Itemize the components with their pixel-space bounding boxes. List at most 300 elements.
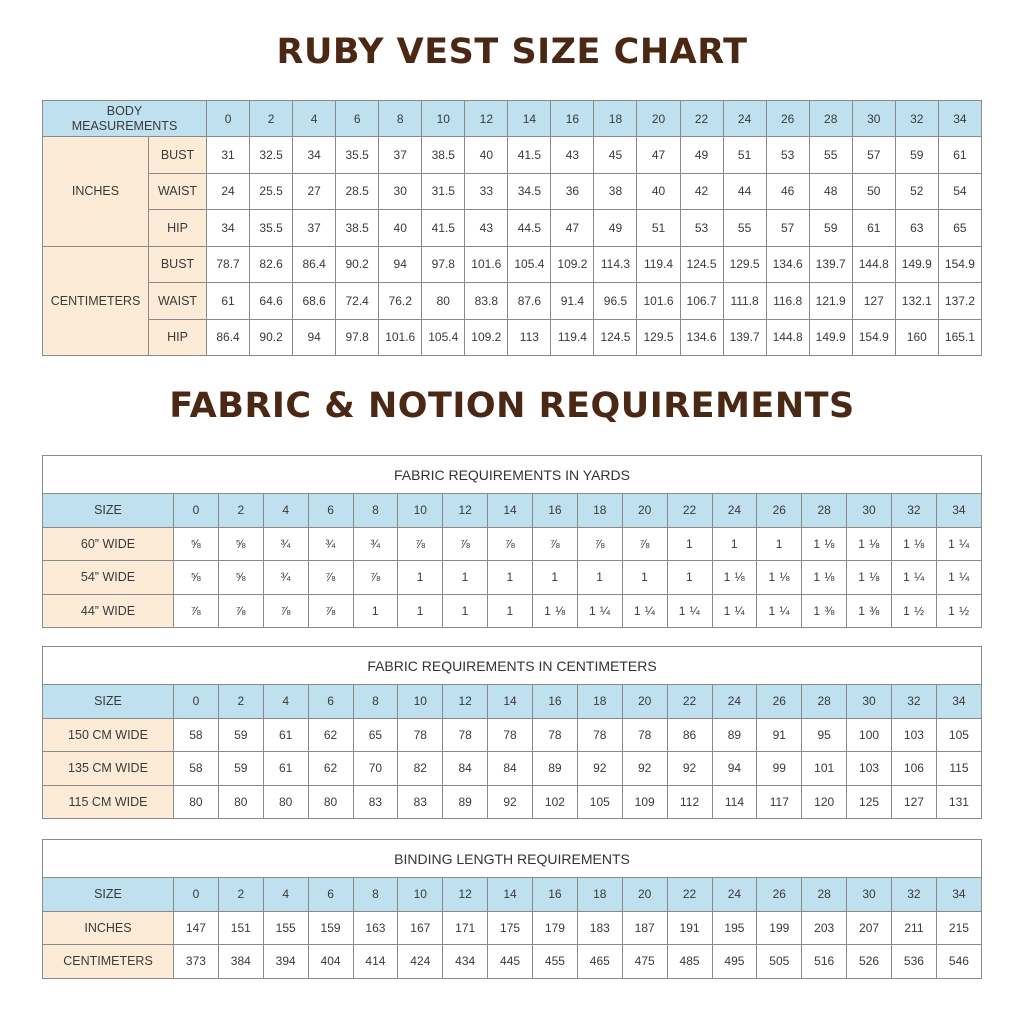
requirement-value: 112 bbox=[667, 785, 712, 819]
size-header-cell: 34 bbox=[936, 685, 981, 719]
size-header-cell: 8 bbox=[353, 685, 398, 719]
size-header-cell: 10 bbox=[398, 494, 443, 528]
size-header-cell: 0 bbox=[174, 494, 219, 528]
size-header-cell: 22 bbox=[667, 494, 712, 528]
requirement-value: 1 ⅛ bbox=[892, 527, 937, 561]
requirement-value: 475 bbox=[622, 945, 667, 979]
measurement-value: 44 bbox=[723, 173, 766, 210]
requirement-value: 94 bbox=[712, 752, 757, 786]
measurement-value: 134.6 bbox=[680, 319, 723, 356]
size-header-cell: 30 bbox=[847, 494, 892, 528]
measurement-value: 160 bbox=[895, 319, 938, 356]
requirement-value: 62 bbox=[308, 752, 353, 786]
requirement-value: 89 bbox=[533, 752, 578, 786]
size-header-cell: 14 bbox=[508, 101, 551, 137]
size-header-row bbox=[43, 101, 982, 137]
requirement-value: 91 bbox=[757, 718, 802, 752]
measurement-value: 106.7 bbox=[680, 283, 723, 320]
requirement-value: 215 bbox=[936, 911, 981, 945]
measurement-value: 37 bbox=[293, 210, 336, 247]
measurement-value: 51 bbox=[723, 137, 766, 174]
requirement-value: 183 bbox=[577, 911, 622, 945]
measurement-value: 59 bbox=[895, 137, 938, 174]
measurement-value: 101.6 bbox=[637, 283, 680, 320]
measurement-value: 38 bbox=[594, 173, 637, 210]
size-header-cell: 34 bbox=[936, 878, 981, 912]
size-header-cell: 26 bbox=[766, 101, 809, 137]
requirement-value: 526 bbox=[847, 945, 892, 979]
size-header-cell: 12 bbox=[465, 101, 508, 137]
requirement-value: 445 bbox=[488, 945, 533, 979]
size-header-cell: 26 bbox=[757, 494, 802, 528]
requirement-label: 54” WIDE bbox=[43, 561, 174, 595]
requirement-value: 59 bbox=[218, 752, 263, 786]
measurement-value: 137.2 bbox=[938, 283, 981, 320]
measurement-row bbox=[43, 210, 982, 247]
requirement-value: 84 bbox=[488, 752, 533, 786]
measurement-value: 72.4 bbox=[336, 283, 379, 320]
requirement-value: 80 bbox=[174, 785, 219, 819]
requirement-value: 179 bbox=[533, 911, 578, 945]
measurement-value: 43 bbox=[465, 210, 508, 247]
requirement-label: 135 CM WIDE bbox=[43, 752, 174, 786]
measurement-value: 45 bbox=[594, 137, 637, 174]
measurement-value: 101.6 bbox=[379, 319, 422, 356]
requirement-value: ¾ bbox=[263, 561, 308, 595]
size-header-cell: 22 bbox=[667, 685, 712, 719]
requirement-value: 434 bbox=[443, 945, 488, 979]
requirement-value: 99 bbox=[757, 752, 802, 786]
unit-group-label: INCHES bbox=[43, 137, 149, 247]
measurement-value: 105.4 bbox=[508, 246, 551, 283]
measurement-value: 41.5 bbox=[422, 210, 465, 247]
measurement-value: 134.6 bbox=[766, 246, 809, 283]
size-header-cell: 16 bbox=[533, 878, 578, 912]
table-caption: BINDING LENGTH REQUIREMENTS bbox=[43, 840, 982, 878]
size-header-cell: 20 bbox=[622, 494, 667, 528]
requirement-value: 131 bbox=[936, 785, 981, 819]
requirement-value: 485 bbox=[667, 945, 712, 979]
requirement-value: 1 bbox=[488, 594, 533, 628]
requirement-value: 1 bbox=[488, 561, 533, 595]
measurement-value: 35.5 bbox=[250, 210, 293, 247]
measurement-value: 34 bbox=[293, 137, 336, 174]
caption-row bbox=[43, 840, 982, 878]
requirement-value: 1 ½ bbox=[892, 594, 937, 628]
measurement-value: 34 bbox=[207, 210, 250, 247]
requirement-value: 1 bbox=[577, 561, 622, 595]
requirement-value: 175 bbox=[488, 911, 533, 945]
requirement-label: 150 CM WIDE bbox=[43, 718, 174, 752]
binding-length-table bbox=[42, 839, 982, 979]
measurement-value: 76.2 bbox=[379, 283, 422, 320]
requirement-value: ⅝ bbox=[218, 561, 263, 595]
requirement-value: 61 bbox=[263, 718, 308, 752]
size-header-cell: 2 bbox=[218, 685, 263, 719]
measurement-value: 47 bbox=[551, 210, 594, 247]
measurement-row bbox=[43, 173, 982, 210]
body-measurements-line1: BODY bbox=[106, 103, 143, 118]
measurement-label: HIP bbox=[149, 210, 207, 247]
requirement-value: 92 bbox=[488, 785, 533, 819]
size-header-cell: 10 bbox=[422, 101, 465, 137]
size-header-cell: 6 bbox=[308, 878, 353, 912]
size-header-cell: 18 bbox=[577, 494, 622, 528]
measurement-value: 124.5 bbox=[680, 246, 723, 283]
requirement-value: 80 bbox=[308, 785, 353, 819]
requirement-value: ⅞ bbox=[308, 594, 353, 628]
measurement-value: 31.5 bbox=[422, 173, 465, 210]
size-header-cell: 30 bbox=[847, 685, 892, 719]
size-header-cell: 16 bbox=[533, 685, 578, 719]
measurement-value: 109.2 bbox=[465, 319, 508, 356]
measurement-value: 97.8 bbox=[422, 246, 465, 283]
size-header-cell: 26 bbox=[757, 685, 802, 719]
requirement-value: 384 bbox=[218, 945, 263, 979]
measurement-value: 139.7 bbox=[723, 319, 766, 356]
caption-row bbox=[43, 647, 982, 685]
measurement-value: 48 bbox=[809, 173, 852, 210]
requirement-value: ⅝ bbox=[174, 527, 219, 561]
measurement-value: 49 bbox=[680, 137, 723, 174]
measurement-value: 54 bbox=[938, 173, 981, 210]
requirement-value: 546 bbox=[936, 945, 981, 979]
measurement-label: BUST bbox=[149, 137, 207, 174]
size-header-cell: 8 bbox=[353, 494, 398, 528]
requirement-value: 1 ⅛ bbox=[533, 594, 578, 628]
requirement-label: INCHES bbox=[43, 911, 174, 945]
size-header-cell: 18 bbox=[577, 878, 622, 912]
measurement-value: 33 bbox=[465, 173, 508, 210]
requirement-value: 155 bbox=[263, 911, 308, 945]
size-header-cell: 4 bbox=[263, 878, 308, 912]
measurement-value: 91.4 bbox=[551, 283, 594, 320]
measurement-value: 53 bbox=[766, 137, 809, 174]
requirement-value: 89 bbox=[712, 718, 757, 752]
requirement-value: 59 bbox=[218, 718, 263, 752]
size-label: SIZE bbox=[43, 878, 174, 912]
size-header-cell: 32 bbox=[895, 101, 938, 137]
requirement-value: 92 bbox=[622, 752, 667, 786]
measurement-value: 96.5 bbox=[594, 283, 637, 320]
requirement-value: 92 bbox=[667, 752, 712, 786]
measurement-value: 53 bbox=[680, 210, 723, 247]
requirement-value: ⅞ bbox=[622, 527, 667, 561]
requirement-value: 1 ⅛ bbox=[847, 561, 892, 595]
requirement-value: 78 bbox=[443, 718, 488, 752]
measurement-label: HIP bbox=[149, 319, 207, 356]
requirement-value: ⅞ bbox=[398, 527, 443, 561]
requirement-value: 187 bbox=[622, 911, 667, 945]
measurement-value: 154.9 bbox=[938, 246, 981, 283]
size-header-cell: 32 bbox=[892, 878, 937, 912]
size-header-cell: 20 bbox=[622, 685, 667, 719]
requirement-value: 95 bbox=[802, 718, 847, 752]
size-header-cell: 26 bbox=[757, 878, 802, 912]
requirement-value: 105 bbox=[936, 718, 981, 752]
measurement-value: 101.6 bbox=[465, 246, 508, 283]
requirement-value: 1 ¼ bbox=[757, 594, 802, 628]
size-header-cell: 0 bbox=[207, 101, 250, 137]
size-header-cell: 28 bbox=[802, 685, 847, 719]
measurement-value: 83.8 bbox=[465, 283, 508, 320]
measurement-value: 36 bbox=[551, 173, 594, 210]
size-header-cell: 10 bbox=[398, 685, 443, 719]
requirement-value: 1 ⅛ bbox=[802, 561, 847, 595]
requirement-value: 1 bbox=[667, 561, 712, 595]
measurement-value: 129.5 bbox=[637, 319, 680, 356]
size-header-cell: 24 bbox=[723, 101, 766, 137]
measurement-value: 28.5 bbox=[336, 173, 379, 210]
requirement-value: 101 bbox=[802, 752, 847, 786]
requirement-value: 1 bbox=[667, 527, 712, 561]
measurement-value: 127 bbox=[852, 283, 895, 320]
measurement-value: 46 bbox=[766, 173, 809, 210]
measurement-value: 25.5 bbox=[250, 173, 293, 210]
requirement-label: 115 CM WIDE bbox=[43, 785, 174, 819]
measurement-value: 38.5 bbox=[336, 210, 379, 247]
measurement-value: 57 bbox=[766, 210, 809, 247]
requirement-value: 495 bbox=[712, 945, 757, 979]
requirement-value: 373 bbox=[174, 945, 219, 979]
measurement-value: 111.8 bbox=[723, 283, 766, 320]
measurement-label: WAIST bbox=[149, 173, 207, 210]
measurement-value: 24 bbox=[207, 173, 250, 210]
measurement-value: 82.6 bbox=[250, 246, 293, 283]
size-header-cell: 6 bbox=[308, 685, 353, 719]
size-header-cell: 4 bbox=[263, 494, 308, 528]
measurement-row bbox=[43, 283, 982, 320]
size-header-cell: 16 bbox=[551, 101, 594, 137]
size-header-cell: 12 bbox=[443, 494, 488, 528]
measurement-value: 31 bbox=[207, 137, 250, 174]
size-header-cell: 4 bbox=[263, 685, 308, 719]
size-header-cell: 30 bbox=[852, 101, 895, 137]
measurement-value: 40 bbox=[379, 210, 422, 247]
requirement-value: 115 bbox=[936, 752, 981, 786]
requirement-label: CENTIMETERS bbox=[43, 945, 174, 979]
requirement-value: 414 bbox=[353, 945, 398, 979]
measurement-value: 80 bbox=[422, 283, 465, 320]
requirement-value: 80 bbox=[218, 785, 263, 819]
size-header-cell: 24 bbox=[712, 494, 757, 528]
measurement-label: BUST bbox=[149, 246, 207, 283]
measurement-value: 42 bbox=[680, 173, 723, 210]
measurement-value: 59 bbox=[809, 210, 852, 247]
table-caption: FABRIC REQUIREMENTS IN CENTIMETERS bbox=[43, 647, 982, 685]
measurement-row bbox=[43, 137, 982, 174]
measurement-value: 44.5 bbox=[508, 210, 551, 247]
requirement-value: 1 ⅛ bbox=[712, 561, 757, 595]
requirement-value: 455 bbox=[533, 945, 578, 979]
requirement-value: 203 bbox=[802, 911, 847, 945]
measurement-value: 97.8 bbox=[336, 319, 379, 356]
measurement-value: 94 bbox=[293, 319, 336, 356]
requirement-value: 207 bbox=[847, 911, 892, 945]
measurement-value: 78.7 bbox=[207, 246, 250, 283]
measurement-value: 55 bbox=[723, 210, 766, 247]
requirement-value: 1 ⅛ bbox=[802, 527, 847, 561]
size-header-cell: 12 bbox=[443, 878, 488, 912]
measurement-value: 144.8 bbox=[766, 319, 809, 356]
size-header-cell: 2 bbox=[250, 101, 293, 137]
size-header-cell: 0 bbox=[174, 685, 219, 719]
measurement-value: 41.5 bbox=[508, 137, 551, 174]
size-header-cell: 28 bbox=[802, 494, 847, 528]
requirement-value: 1 ⅛ bbox=[757, 561, 802, 595]
requirement-value: 1 ¼ bbox=[622, 594, 667, 628]
measurement-value: 47 bbox=[637, 137, 680, 174]
requirement-value: ⅞ bbox=[443, 527, 488, 561]
measurement-value: 38.5 bbox=[422, 137, 465, 174]
requirement-value: 114 bbox=[712, 785, 757, 819]
requirement-value: 1 bbox=[533, 561, 578, 595]
requirement-value: 58 bbox=[174, 718, 219, 752]
requirement-label: 60” WIDE bbox=[43, 527, 174, 561]
requirement-row bbox=[43, 718, 982, 752]
requirement-value: 86 bbox=[667, 718, 712, 752]
measurement-value: 35.5 bbox=[336, 137, 379, 174]
requirement-value: 125 bbox=[847, 785, 892, 819]
measurement-value: 90.2 bbox=[250, 319, 293, 356]
requirement-value: 1 ¼ bbox=[712, 594, 757, 628]
requirement-value: 404 bbox=[308, 945, 353, 979]
requirement-row bbox=[43, 594, 982, 628]
measurement-value: 124.5 bbox=[594, 319, 637, 356]
size-header-cell: 16 bbox=[533, 494, 578, 528]
measurement-value: 105.4 bbox=[422, 319, 465, 356]
requirement-row bbox=[43, 945, 982, 979]
requirement-value: 1 bbox=[757, 527, 802, 561]
body-measurements-line2: MEASUREMENTS bbox=[71, 118, 178, 133]
requirement-row bbox=[43, 752, 982, 786]
requirement-value: 195 bbox=[712, 911, 757, 945]
requirement-value: 58 bbox=[174, 752, 219, 786]
measurement-value: 149.9 bbox=[809, 319, 852, 356]
requirement-value: 103 bbox=[847, 752, 892, 786]
size-label: SIZE bbox=[43, 685, 174, 719]
size-header-cell: 6 bbox=[308, 494, 353, 528]
measurement-value: 65 bbox=[938, 210, 981, 247]
measurement-value: 61 bbox=[938, 137, 981, 174]
requirement-value: 100 bbox=[847, 718, 892, 752]
requirement-value: ⅝ bbox=[174, 561, 219, 595]
size-header-cell: 2 bbox=[218, 878, 263, 912]
measurement-value: 57 bbox=[852, 137, 895, 174]
requirement-value: 65 bbox=[353, 718, 398, 752]
requirement-value: 78 bbox=[577, 718, 622, 752]
size-header-cell: 20 bbox=[622, 878, 667, 912]
measurement-value: 94 bbox=[379, 246, 422, 283]
requirement-value: ¾ bbox=[353, 527, 398, 561]
requirement-value: 83 bbox=[353, 785, 398, 819]
requirement-value: 465 bbox=[577, 945, 622, 979]
requirement-value: 191 bbox=[667, 911, 712, 945]
requirement-row bbox=[43, 911, 982, 945]
requirement-value: 102 bbox=[533, 785, 578, 819]
measurement-label: WAIST bbox=[149, 283, 207, 320]
requirement-value: ¾ bbox=[308, 527, 353, 561]
measurement-value: 87.6 bbox=[508, 283, 551, 320]
fabric-notion-title: FABRIC & NOTION REQUIREMENTS bbox=[169, 386, 855, 426]
measurement-value: 34.5 bbox=[508, 173, 551, 210]
requirement-value: 505 bbox=[757, 945, 802, 979]
requirement-value: 199 bbox=[757, 911, 802, 945]
size-header-cell: 18 bbox=[577, 685, 622, 719]
requirement-value: 70 bbox=[353, 752, 398, 786]
unit-group-label: CENTIMETERS bbox=[43, 246, 149, 356]
requirement-value: 109 bbox=[622, 785, 667, 819]
requirement-value: 171 bbox=[443, 911, 488, 945]
requirement-value: 1 bbox=[398, 561, 443, 595]
size-header-cell: 14 bbox=[488, 878, 533, 912]
size-header-cell: 6 bbox=[336, 101, 379, 137]
measurement-value: 139.7 bbox=[809, 246, 852, 283]
measurement-value: 149.9 bbox=[895, 246, 938, 283]
size-header-cell: 2 bbox=[218, 494, 263, 528]
requirement-value: 1 ¼ bbox=[667, 594, 712, 628]
measurement-value: 27 bbox=[293, 173, 336, 210]
requirement-value: 1 ¼ bbox=[936, 561, 981, 595]
size-header-cell: 18 bbox=[594, 101, 637, 137]
requirement-value: 159 bbox=[308, 911, 353, 945]
requirement-value: 1 ½ bbox=[936, 594, 981, 628]
size-header-cell: 24 bbox=[712, 685, 757, 719]
size-header-row bbox=[43, 494, 982, 528]
requirement-value: 78 bbox=[622, 718, 667, 752]
measurement-value: 132.1 bbox=[895, 283, 938, 320]
measurement-value: 43 bbox=[551, 137, 594, 174]
requirement-value: 1 ¼ bbox=[577, 594, 622, 628]
requirement-row bbox=[43, 561, 982, 595]
requirement-label: 44” WIDE bbox=[43, 594, 174, 628]
table-caption: FABRIC REQUIREMENTS IN YARDS bbox=[43, 456, 982, 494]
body-measurements-header bbox=[43, 101, 207, 137]
requirement-value: 1 bbox=[443, 594, 488, 628]
requirement-value: 103 bbox=[892, 718, 937, 752]
measurement-value: 55 bbox=[809, 137, 852, 174]
measurement-value: 129.5 bbox=[723, 246, 766, 283]
requirement-value: 1 bbox=[398, 594, 443, 628]
size-header-cell: 10 bbox=[398, 878, 443, 912]
measurement-value: 32.5 bbox=[250, 137, 293, 174]
requirement-value: ⅞ bbox=[488, 527, 533, 561]
requirement-value: 78 bbox=[533, 718, 578, 752]
requirement-value: 167 bbox=[398, 911, 443, 945]
requirement-value: 211 bbox=[892, 911, 937, 945]
size-header-row bbox=[43, 878, 982, 912]
size-header-cell: 22 bbox=[667, 878, 712, 912]
measurement-value: 40 bbox=[637, 173, 680, 210]
measurement-value: 116.8 bbox=[766, 283, 809, 320]
requirement-value: ⅝ bbox=[218, 527, 263, 561]
fabric-yards-table bbox=[42, 455, 982, 628]
requirement-value: 394 bbox=[263, 945, 308, 979]
measurement-value: 61 bbox=[207, 283, 250, 320]
requirement-value: 1 ⅛ bbox=[847, 527, 892, 561]
requirement-value: 105 bbox=[577, 785, 622, 819]
measurement-value: 51 bbox=[637, 210, 680, 247]
requirement-value: 1 bbox=[353, 594, 398, 628]
size-header-cell: 24 bbox=[712, 878, 757, 912]
requirement-row bbox=[43, 527, 982, 561]
requirement-value: 1 bbox=[443, 561, 488, 595]
size-header-cell: 12 bbox=[443, 685, 488, 719]
requirement-value: 151 bbox=[218, 911, 263, 945]
size-header-cell: 0 bbox=[174, 878, 219, 912]
size-header-cell: 4 bbox=[293, 101, 336, 137]
requirement-value: 147 bbox=[174, 911, 219, 945]
